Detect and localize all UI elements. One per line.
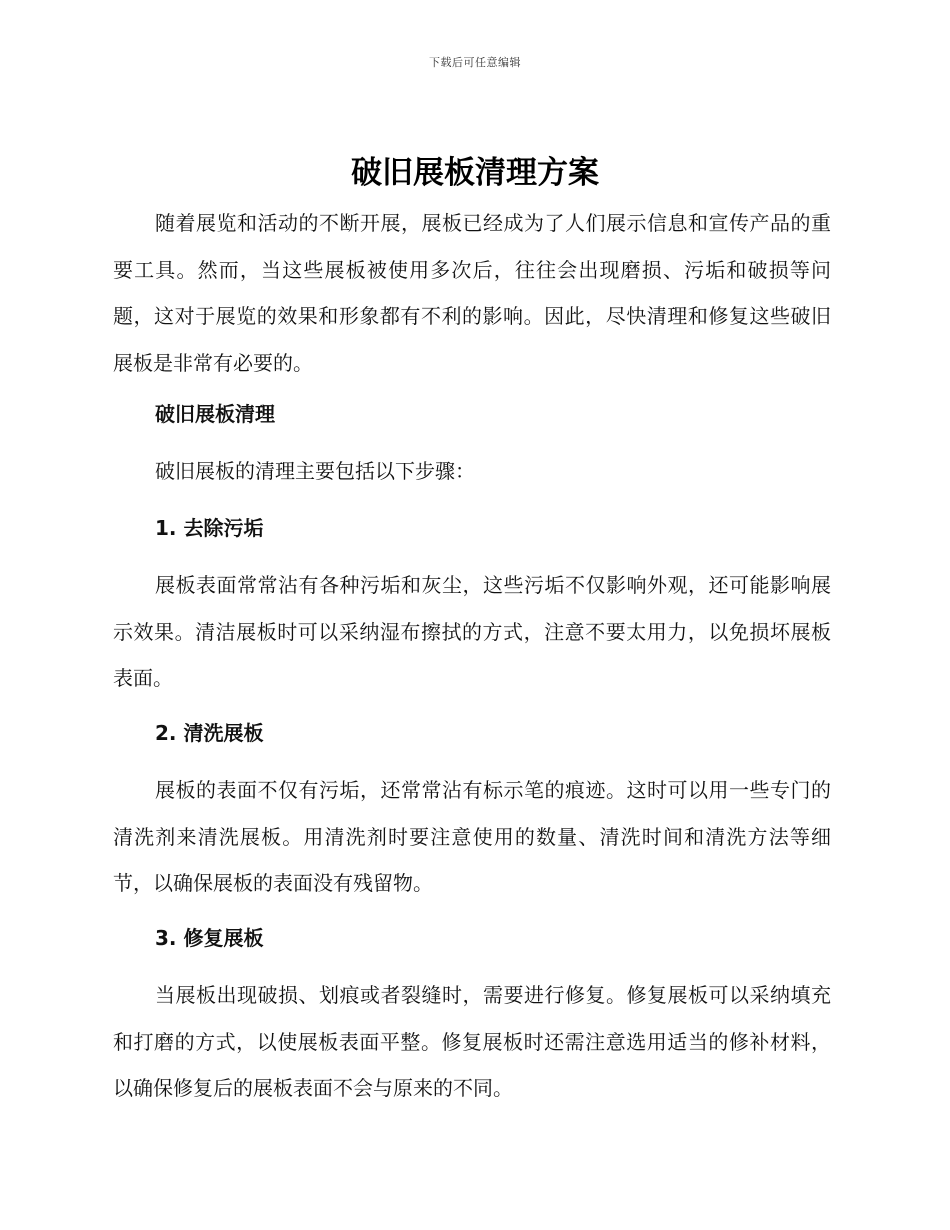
section-intro-paragraph: 破旧展板的清理主要包括以下步骤： [155, 459, 475, 483]
intro-paragraph: 随着展览和活动的不断开展，展板已经成为了人们展示信息和宣传产品的重要工具。然而，当这些展板被使用多次后，往往会出现磨损、污垢和破损等问题，这对于展览的效果和形象都有不利的影响。因此，尽快清理和修复这些破旧展板是非常有必要的。 [113, 211, 831, 375]
step-2-heading-block [113, 710, 831, 757]
step-heading: 2. 清洗展板 [155, 721, 264, 745]
step-heading: 3. 修复展板 [155, 926, 264, 950]
intro-block [113, 200, 831, 386]
step-3-text-block [113, 972, 831, 1112]
step-1-heading-block [113, 505, 831, 552]
document-title: 破旧展板清理方案 [351, 155, 599, 191]
step-paragraph: 展板的表面不仅有污垢，还常常沾有标示笔的痕迹。这时可以用一些专门的清洗剂来清洗展板。用清洗剂时要注意使用的数量、清洗时间和清洗方法等细节，以确保展板的表面没有残留物。 [113, 778, 831, 895]
step-3-heading-block [113, 915, 831, 962]
section-heading: 破旧展板清理 [155, 402, 275, 426]
step-1-text-block [113, 562, 831, 702]
header-note: 下载后可任意编辑 [429, 56, 521, 69]
section-heading-block [113, 391, 831, 438]
step-2-text-block [113, 767, 831, 907]
step-paragraph: 当展板出现破损、划痕或者裂缝时，需要进行修复。修复展板可以采纳填充和打磨的方式，以使展板表面平整。修复展板时还需注意选用适当的修补材料，以确保修复后的展板表面不会与原来的不同。 [113, 983, 831, 1100]
step-heading: 1. 去除污垢 [155, 516, 264, 540]
section-intro-block [113, 448, 831, 495]
step-paragraph: 展板表面常常沾有各种污垢和灰尘，这些污垢不仅影响外观，还可能影响展示效果。清洁展板时可以采纳湿布擦拭的方式，注意不要太用力，以免损坏展板表面。 [113, 573, 831, 690]
